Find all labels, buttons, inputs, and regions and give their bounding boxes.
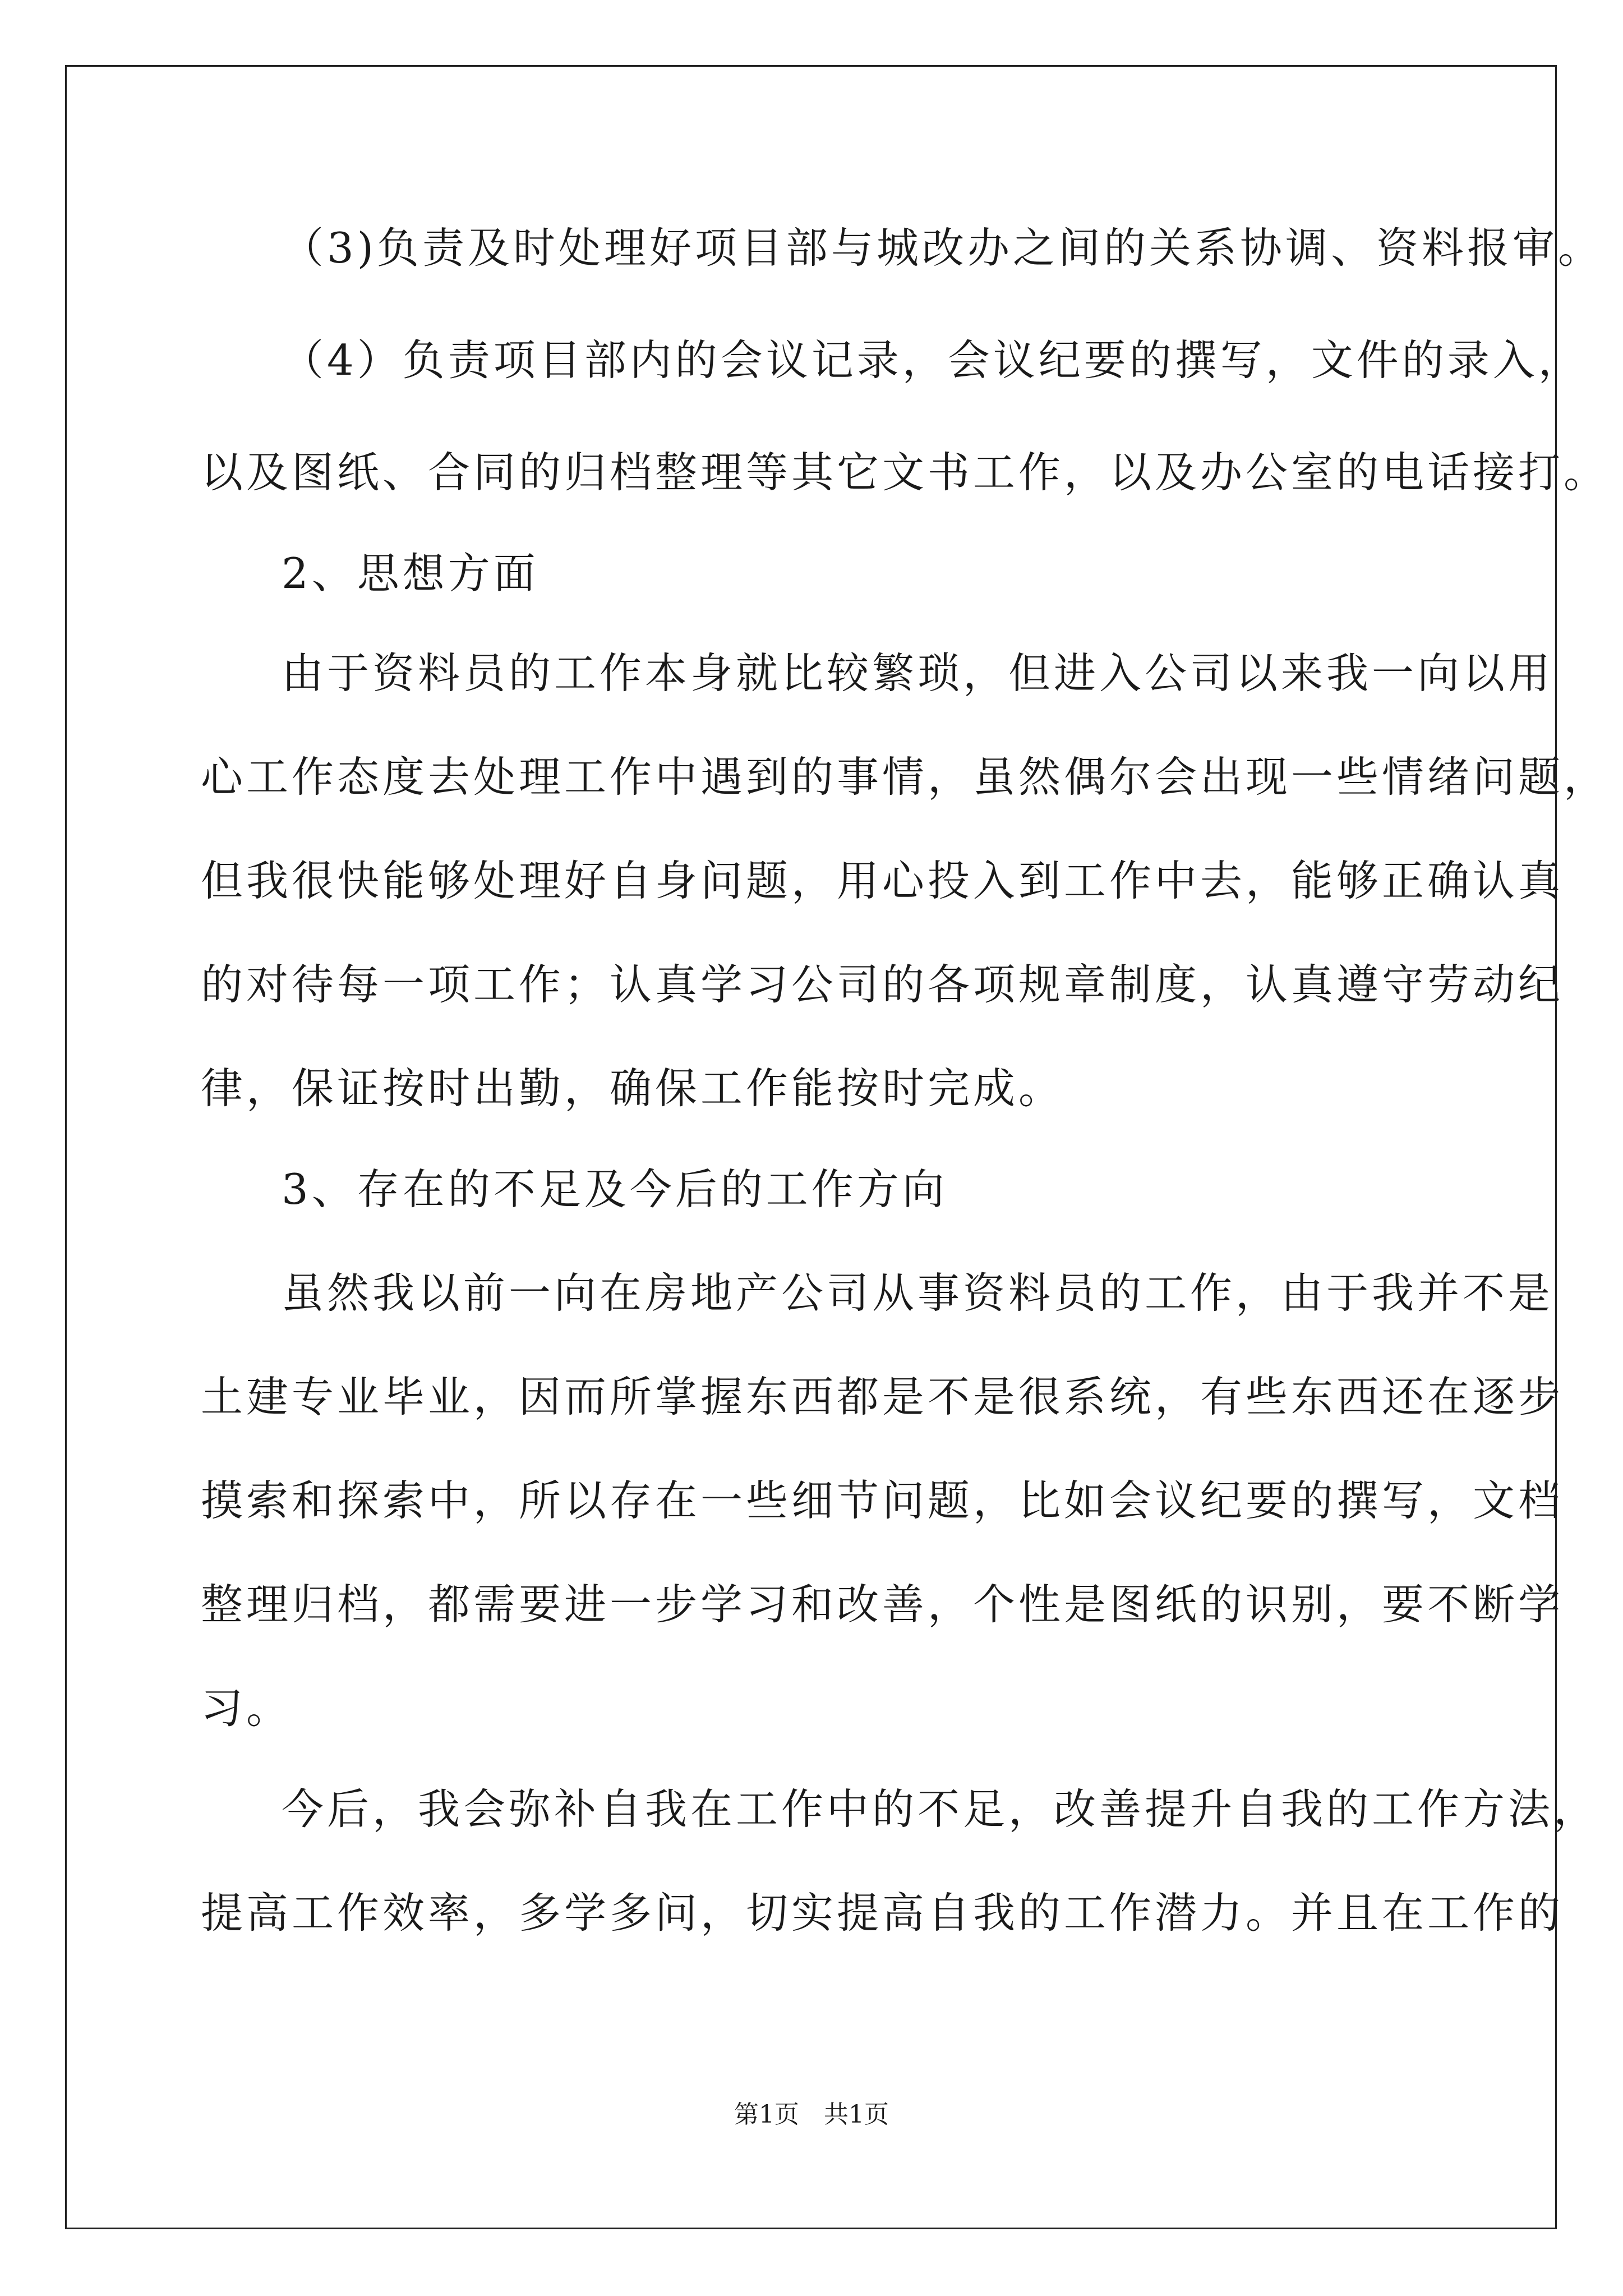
text-line: 的对待每一项工作；认真学习公司的各项规章制度，认真遵守劳动纪	[201, 960, 1564, 1009]
text-line: 整理归档，都需要进一步学习和改善，个性是图纸的识别，要不断学	[201, 1580, 1564, 1629]
text-line: 但我很快能够处理好自身问题，用心投入到工作中去，能够正确认真	[201, 856, 1564, 905]
text-line: 摸索和探索中，所以存在一些细节问题，比如会议纪要的撰写，文档	[201, 1476, 1564, 1525]
text-line: 提高工作效率，多学多问，切实提高自我的工作潜力。并且在工作的	[201, 1888, 1564, 1938]
text-line: 今后，我会弥补自我在工作中的不足，改善提升自我的工作方法，	[282, 1784, 1599, 1834]
section-heading: 3、存在的不足及今后的工作方向	[282, 1165, 948, 1214]
page-number-footer: 第1页 共1页	[734, 2100, 889, 2129]
text-line: 虽然我以前一向在房地产公司从事资料员的工作，由于我并不是	[282, 1268, 1554, 1318]
text-line: 以及图纸、合同的归档整理等其它文书工作，以及办公室的电话接打。	[201, 448, 1610, 497]
text-line: 心工作态度去处理工作中遇到的事情，虽然偶尔会出现一些情绪问题，	[201, 752, 1610, 802]
text-line: （3)负责及时处理好项目部与城改办之间的关系协调、资料报审。	[282, 223, 1603, 273]
text-line: （4）负责项目部内的会议记录，会议纪要的撰写，文件的录入，	[282, 335, 1584, 385]
text-line: 由于资料员的工作本身就比较繁琐，但进入公司以来我一向以用	[282, 648, 1554, 698]
section-heading: 2、思想方面	[282, 549, 539, 598]
text-line: 律，保证按时出勤，确保工作能按时完成。	[201, 1064, 1064, 1113]
text-line: 土建专业毕业，因而所掌握东西都是不是很系统，有些东西还在逐步	[201, 1372, 1564, 1421]
text-line: 习。	[201, 1683, 292, 1733]
